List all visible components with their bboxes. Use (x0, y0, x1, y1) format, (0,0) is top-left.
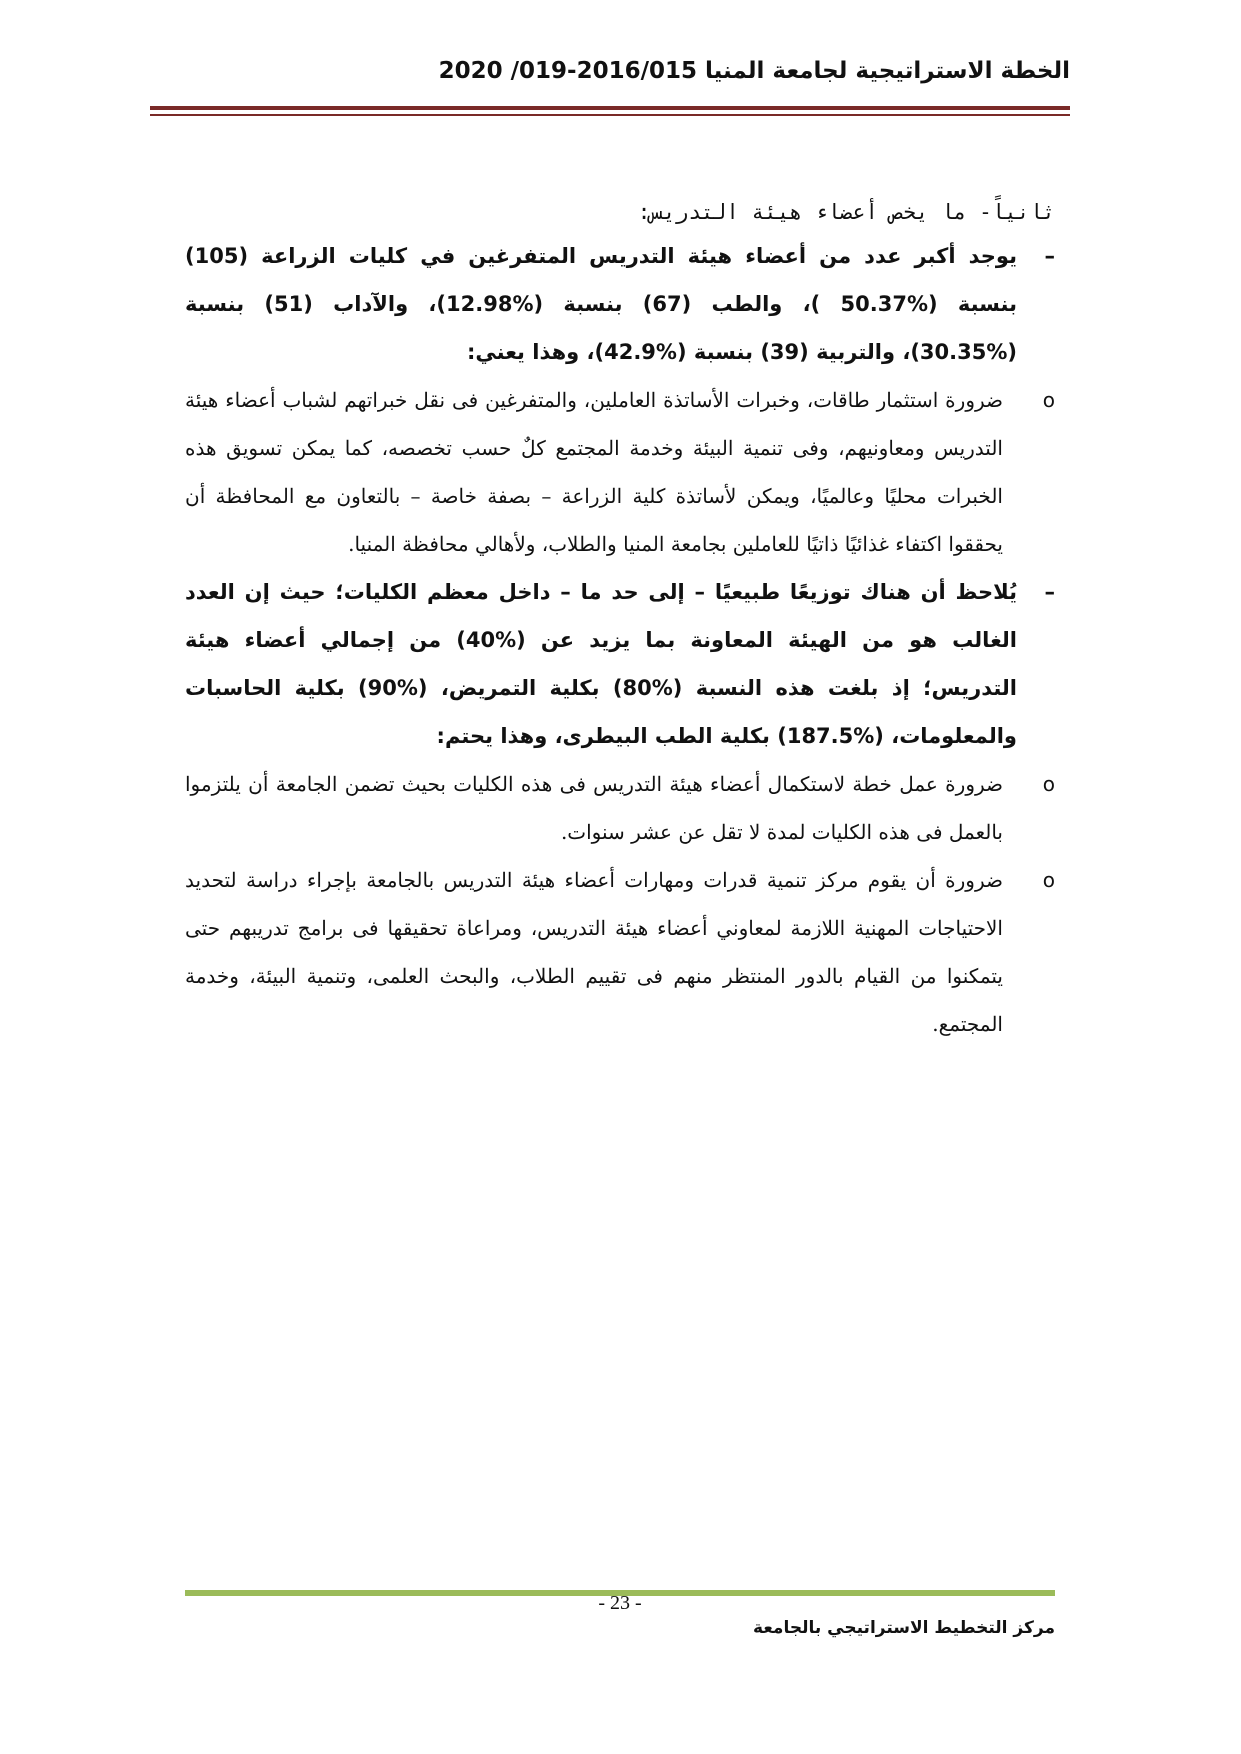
sub-item-training-study (185, 856, 1055, 1048)
page-header-title: الخطة الاستراتيجية لجامعة المنيا 2016/015-019/ 2020 (438, 58, 1070, 84)
section-heading: ثانياً- ما يخص أعضاء هيئة التدريس: (637, 200, 1055, 224)
circle-bullet: o (1042, 772, 1055, 796)
circle-bullet: o (1042, 868, 1055, 892)
circle-bullet: o (1042, 388, 1055, 412)
header-rule-thick (150, 106, 1070, 110)
sub-item-text: ضرورة استثمار طاقات، وخبرات الأساتذة العاملين، والمتفرغين فى نقل خبراتهم لشباب أعضاء هيئة التدريس ومعاونيهم، وفى تنمية البيئة وخدمة المجتمع كلٌ حسب تخصصه، كما يمكن تسويق هذه الخبرات محليًا وعالميًا، ويمكن لأساتذة كلية الزراعة – بصفة خاصة – بالتعاون مع المحافظة أن يحققوا اكتفاء غذائيًا ذاتيًا للعاملين بجامعة المنيا والطلاب، ولأهالي محافظة المنيا. (185, 388, 1003, 556)
sub-item-text: ضرورة أن يقوم مركز تنمية قدرات ومهارات أعضاء هيئة التدريس بالجامعة بإجراء دراسة لتحديد الاحتياجات المهنية اللازمة لمعاوني أعضاء هيئة التدريس، ومراعاة تحقيقها فى برامج تدريبهم حتى يتمكنوا من القيام بالدور المنتظر منهم فى تقييم الطلاب، والبحث العلمى، وتنمية البيئة، وخدمة المجتمع. (185, 868, 1003, 1036)
dash-bullet: – (1044, 580, 1055, 604)
header-rule-thin (150, 114, 1070, 116)
sub-item-text: ضرورة عمل خطة لاستكمال أعضاء هيئة التدريس فى هذه الكليات بحيث تضمن الجامعة أن يلتزموا بالعمل فى هذه الكليات لمدة لا تقل عن عشر سنوات. (185, 772, 1003, 844)
page-number: - 23 - (598, 1592, 642, 1614)
sub-item-invest-expertise (185, 376, 1055, 568)
main-content (185, 192, 1055, 1048)
dash-bullet: – (1044, 244, 1055, 268)
footer-text: مركز التخطيط الاستراتيجي بالجامعة (753, 1618, 1055, 1638)
bullet-text: يوجد أكبر عدد من أعضاء هيئة التدريس المتفرغين في كليات الزراعة (105) بنسبة (%50.37 )، والطب (67) بنسبة (%12.98)، والآداب (51) بنسبة (%30.35)، والتربية (39) بنسبة (%42.9)، وهذا يعني: (185, 244, 1018, 364)
bullet-item-faculty-counts (185, 232, 1055, 376)
sub-item-completion-plan (185, 760, 1055, 856)
bullet-text: يُلاحظ أن هناك توزيعًا طبيعيًا – إلى حد ما – داخل معظم الكليات؛ حيث إن العدد الغالب هو من الهيئة المعاونة بما يزيد عن (%40) من إجمالي أعضاء هيئة التدريس؛ إذ بلغت هذه النسبة (%80) بكلية التمريض، (%90) بكلية الحاسبات والمعلومات، (%187.5) بكلية الطب البيطرى، وهذا يحتم: (185, 580, 1018, 748)
bullet-item-distribution (185, 568, 1055, 760)
